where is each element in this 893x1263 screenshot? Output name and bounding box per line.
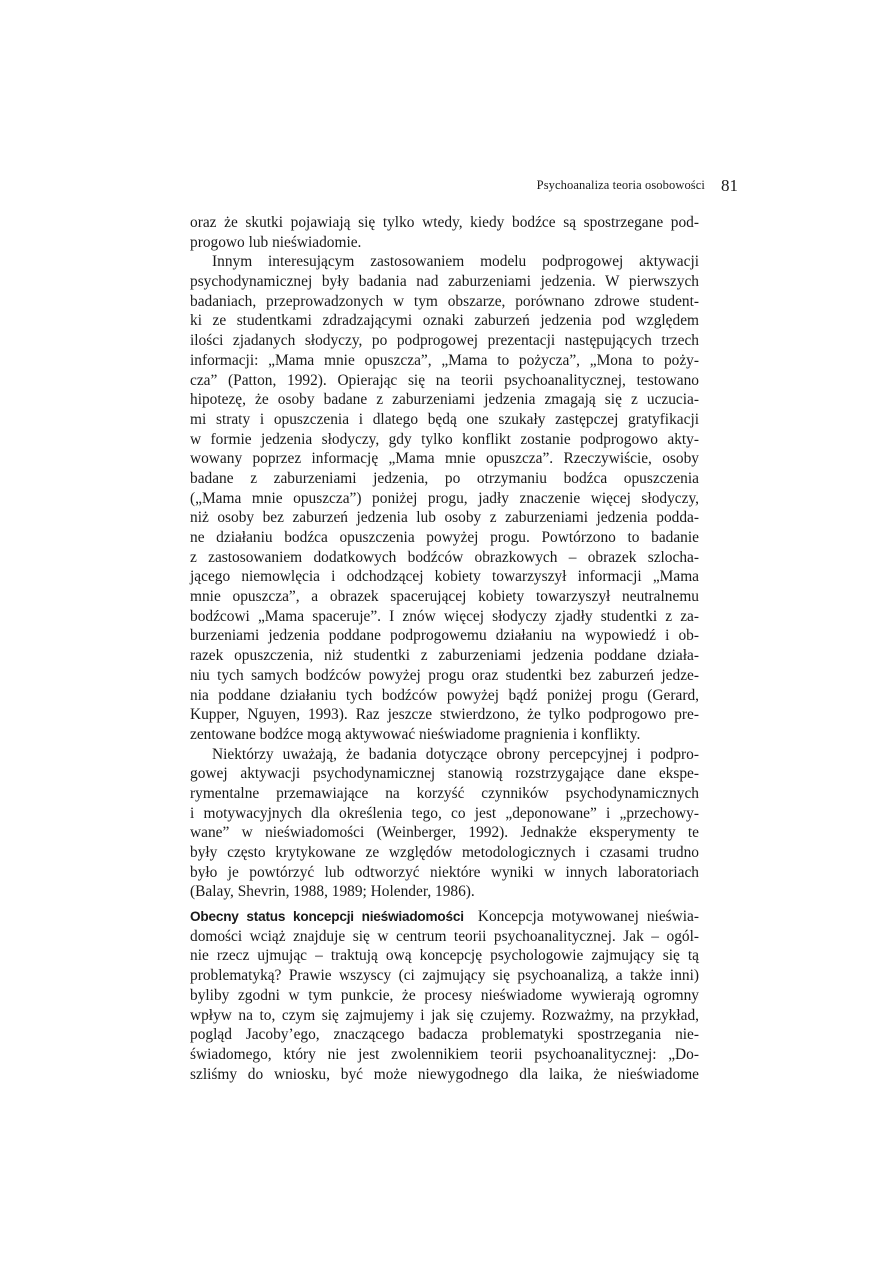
line-text: nie rzecz ujmując – traktują ową koncepcję psychologowie zajmujący się tą <box>190 947 699 965</box>
text-line <box>190 587 699 607</box>
text-line <box>190 213 699 233</box>
text-line <box>190 489 699 509</box>
line-text: Innym interesującym zastosowaniem modelu podprogowej aktywacji <box>212 253 699 271</box>
text-line <box>190 371 699 391</box>
text-line <box>190 705 699 725</box>
section-heading: Obecny status koncepcji nieświadomości <box>190 909 464 925</box>
line-text: bodźcowi „Mama spaceruje”. I znów więcej słodyczy zjadły studentki z za- <box>190 607 699 625</box>
line-text: informacji: „Mama mnie opuszcza”, „Mama to pożycza”, „Mona to poży- <box>190 351 699 369</box>
text-line <box>190 907 699 927</box>
line-text: badaniach, przeprowadzonych w tym obszarze, porównano zdrowe student- <box>190 292 699 310</box>
text-line <box>190 331 699 351</box>
text-line <box>190 528 699 548</box>
line-text: problematyką? Prawie wszyscy (ci zajmujący się psychoanalizą, a także inni) <box>190 967 699 985</box>
line-text: Niektórzy uważają, że badania dotyczące obrony percepcyjnej i podpro- <box>212 745 699 763</box>
line-text: szliśmy do wniosku, być może niewygodnego dla laika, że nieświadome <box>190 1065 699 1083</box>
line-text: niż osoby bez zaburzeń jedzenia lub osoby z zaburzeniami jedzenia podda- <box>190 509 699 527</box>
line-text: wane” w nieświadomości (Weinberger, 1992). Jednakże eksperymenty te <box>190 824 699 842</box>
text-line <box>190 390 699 410</box>
running-header <box>190 176 738 196</box>
text-line <box>190 882 699 902</box>
text-line <box>190 233 699 253</box>
page-number: 81 <box>721 176 738 195</box>
text-line <box>190 430 699 450</box>
text-line <box>190 646 699 666</box>
line-text: (Balay, Shevrin, 1988, 1989; Holender, 1986). <box>190 883 475 901</box>
text-line <box>190 784 699 804</box>
line-text: z zastosowaniem dodatkowych bodźców obrazkowych – obrazek szlocha- <box>190 548 699 566</box>
text-line <box>190 1006 699 1026</box>
line-text: pogląd Jacoby’ego, znaczącego badacza problematyki spostrzegania nie- <box>190 1026 699 1044</box>
text-line <box>190 863 699 883</box>
text-line <box>190 272 699 292</box>
line-text: oraz że skutki pojawiają się tylko wtedy, kiedy bodźce są spostrzegane pod- <box>190 214 699 231</box>
text-line <box>190 469 699 489</box>
line-text: zentowane bodźce mogą aktywować nieświadome pragnienia i konflikty. <box>190 725 641 743</box>
line-text: mnie opuszcza”, a obrazek spacerującej kobiety towarzyszył neutralnemu <box>190 588 699 606</box>
text-line <box>190 1045 699 1065</box>
line-text: były często krytykowane ze względów metodologicznych i czasami trudno <box>190 844 699 861</box>
line-text: jącego niemowlęcia i odchodzącej kobiety towarzyszył informacji „Mama <box>190 568 699 586</box>
text-line <box>190 607 699 627</box>
text-line <box>190 986 699 1006</box>
text-line <box>190 351 699 371</box>
line-text: niu tych samych bodźców powyżej progu oraz studentki bez zaburzeń jedze- <box>190 666 699 684</box>
line-text: w formie jedzenia słodyczy, gdy tylko konflikt zostanie podprogowo akty- <box>190 430 699 448</box>
line-text: wowany poprzez informację „Mama mnie opuszcza”. Rzeczywiście, osoby <box>190 450 699 468</box>
text-line <box>190 927 699 947</box>
line-text: wpływ na to, czym się zajmujemy i jak się czujemy. Rozważmy, na przykład, <box>190 1006 699 1024</box>
text-line <box>190 1025 699 1045</box>
line-text: ki ze studentkami zdradzającymi oznaki zaburzeń jedzenia pod względem <box>190 312 699 330</box>
text-line <box>190 804 699 824</box>
line-text: („Mama mnie opuszcza”) poniżej progu, jadły znaczenie więcej słodyczy, <box>190 489 699 507</box>
text-line <box>190 449 699 469</box>
line-text: byliby zgodni w tym punkcie, że procesy nieświadome wywierają ogromny <box>190 986 699 1004</box>
line-text: było je powtórzyć lub odtworzyć niektóre wyniki w innych laboratoriach <box>190 863 699 881</box>
text-line <box>190 311 699 331</box>
line-text: progowo lub nieświadomie. <box>190 233 362 251</box>
line-text: Kupper, Nguyen, 1993). Raz jeszcze stwierdzono, że tylko podprogowo pre- <box>190 706 699 724</box>
line-text: hipotezę, że osoby badane z zaburzeniami jedzenia zmagają się z uczucia- <box>190 391 699 409</box>
line-text: nia poddane działaniu tych bodźców powyżej bądź poniżej progu (Gerard, <box>190 686 699 704</box>
line-text: burzeniami jedzenia poddane podprogowemu działaniu na wypowiedź i ob- <box>190 627 699 645</box>
text-line <box>190 666 699 686</box>
text-line <box>190 1065 699 1085</box>
line-text: badane z zaburzeniami jedzenia, po otrzymaniu bodźca opuszczenia <box>190 469 699 487</box>
line-text: ilości zjadanych słodyczy, po podprogowej prezentacji następujących trzech <box>190 332 699 350</box>
text-line <box>190 292 699 312</box>
line-text: gowej aktywacji psychodynamicznej stanowią rozstrzygające dane ekspe- <box>190 765 699 783</box>
line-text: ne działaniu bodźca opuszczenia powyżej progu. Powtórzono to badanie <box>190 529 699 546</box>
body-text <box>190 213 699 1084</box>
line-text: psychodynamicznej były badania nad zaburzeniami jedzenia. W pierwszych <box>190 273 699 291</box>
text-line <box>190 686 699 706</box>
text-line <box>190 410 699 430</box>
text-line <box>190 745 699 765</box>
text-line <box>190 626 699 646</box>
line-text: cza” (Patton, 1992). Opierając się na teorii psychoanalitycznej, testowano <box>190 371 699 389</box>
text-line <box>190 252 699 272</box>
text-line <box>190 966 699 986</box>
text-line <box>190 843 699 863</box>
line-text: świadomego, który nie jest zwolennikiem teorii psychoanalitycznej: „Do- <box>190 1045 699 1063</box>
running-title: Psychoanaliza teoria osobowości <box>536 178 705 192</box>
text-line <box>190 823 699 843</box>
text-line <box>190 764 699 784</box>
line-text: i motywacyjnych dla określenia tego, co jest „deponowane” i „przechowy- <box>190 804 699 822</box>
text-line <box>190 548 699 568</box>
text-line <box>190 946 699 966</box>
text-line <box>190 508 699 528</box>
line-text: rymentalne przemawiające na korzyść czynników psychodynamicznych <box>190 784 699 802</box>
text-line <box>190 725 699 745</box>
line-text: domości wciąż znajduje się w centrum teorii psychoanalitycznej. Jak – ogól- <box>190 927 699 945</box>
line-text: Koncepcja motywowanej nieświa- <box>477 908 699 926</box>
line-text: mi straty i opuszczenia i dlatego będą one szukały zastępczej gratyfikacji <box>190 410 699 428</box>
line-text: razek opuszczenia, niż studentki z zaburzeniami jedzenia poddane działa- <box>190 647 699 665</box>
text-line <box>190 567 699 587</box>
